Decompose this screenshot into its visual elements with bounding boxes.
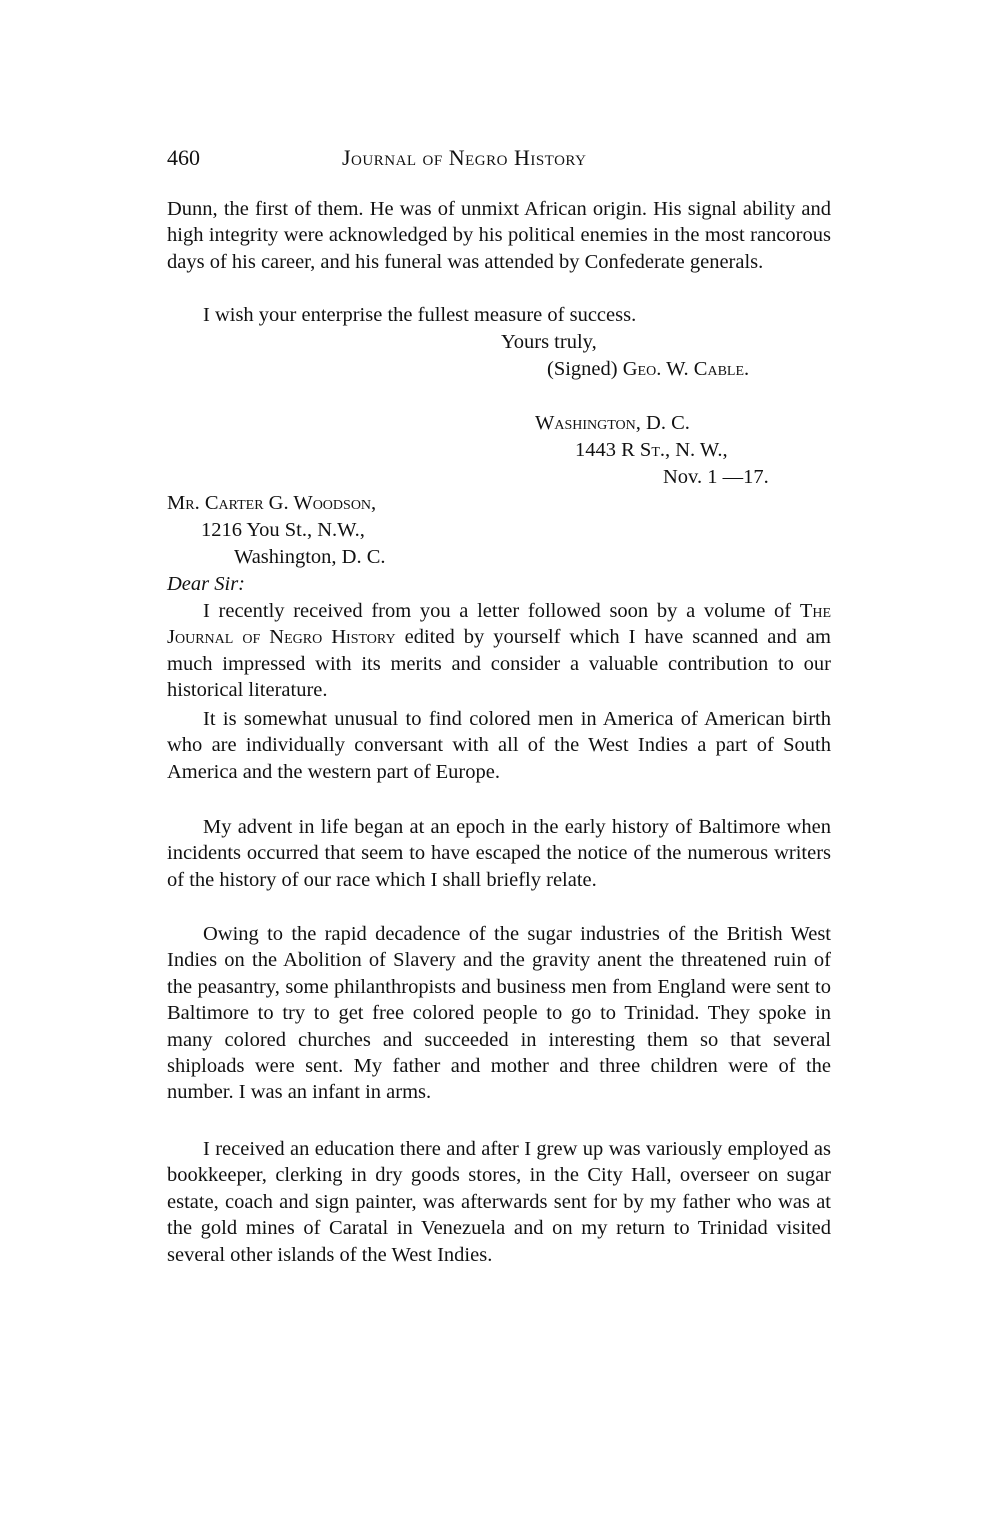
page-number: 460: [167, 145, 200, 170]
paragraph-text: Owing to the rapid decadence of the sugar industries of the British West Indies on the Abolition of Slavery and the gravity anent the threatened ruin of the peasantry, some philanthropists and business men from England were sent to Baltimore to try to get free colored people to go to Trinidad. They spoke in many colored churches and succeeded in interesting them so that several shiploads were sent. My father and mother and three children were of the number. I was an infant in arms.: [167, 923, 831, 1104]
page-header: [167, 145, 831, 179]
running-title: Journal of Negro History: [342, 145, 587, 170]
paragraph-text: It is somewhat unusual to find colored men in America of American birth who are individually conversant with all of the West Indies a part of South America and the western part of Europe.: [167, 708, 831, 783]
salutation: Dear Sir:: [167, 573, 246, 595]
paragraph: I wish your enterprise the fullest measure of success.: [203, 304, 637, 326]
paragraph-text: I recently received from you a letter followed soon by a volume of: [203, 600, 792, 622]
sender-place: Washington, D. C.: [535, 412, 690, 434]
paragraph-4: [167, 921, 831, 1106]
addressee-city: Washington, D. C.: [234, 546, 386, 568]
complimentary-close: Yours truly,: [501, 331, 597, 353]
paragraph-text: I received an education there and after I grew up was variously employed as bookkeeper, clerking in dry goods stores, in the City Hall, overseer on sugar estate, coach and sign painter, was afterwards sent for by my father who was at the gold mines of Caratal in Venezuela and on my return to Trinidad visited several other islands of the West Indies.: [167, 1138, 831, 1266]
signature-line: [547, 356, 749, 382]
sender-street: 1443 R St., N. W.,: [575, 439, 728, 461]
paragraph-2: [167, 706, 831, 785]
paragraph-text: edited by yourself which I have scanned and am much impressed with its merits and consider a valuable contribution to our historical literature.: [167, 626, 831, 702]
document-page: [167, 0, 831, 1520]
paragraph-1: [167, 598, 831, 704]
letter1-wish: [167, 302, 831, 328]
addressee-name: Mr. Carter G. Woodson,: [167, 492, 377, 514]
paragraph-3: [167, 814, 831, 893]
letter-date: Nov. 1 —17.: [663, 466, 769, 488]
addressee-street: 1216 You St., N.W.,: [201, 519, 365, 541]
letter1-closing-paragraph: [167, 196, 831, 275]
paragraph: Dunn, the first of them. He was of unmixt African origin. His signal ability and high integrity were acknowledged by his political enemies in the most rancorous days of his career, and his funeral was attended by Confederate generals.: [167, 198, 831, 273]
signer-name: Geo. W. Cable.: [622, 358, 750, 380]
paragraph-text: My advent in life began at an epoch in the early history of Baltimore when incidents occurred that seem to have escaped the notice of the numerous writers of the history of our race which I shall briefly relate.: [167, 816, 831, 891]
signed-prefix: (Signed): [547, 358, 618, 380]
paragraph-5: [167, 1136, 831, 1268]
journal-title: The Journal of Negro History: [167, 600, 832, 649]
